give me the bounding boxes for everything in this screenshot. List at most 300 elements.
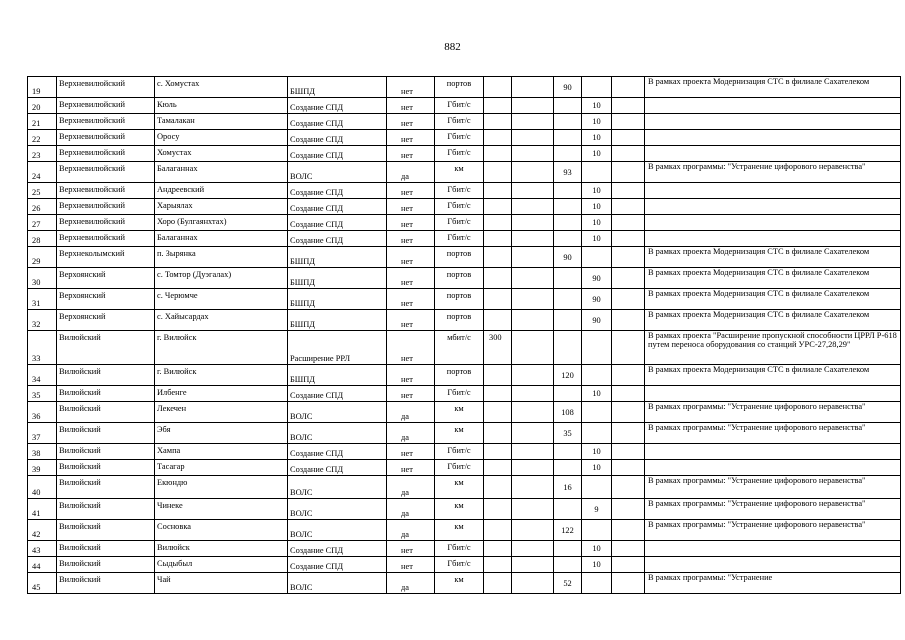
row-number: 33 xyxy=(28,331,57,365)
flag-cell: нет xyxy=(387,557,435,573)
locality-cell: Кюль xyxy=(155,98,288,114)
value-e-cell xyxy=(612,573,645,594)
work-type-cell: Создание СПД xyxy=(288,386,387,402)
work-type-cell: ВОЛС xyxy=(288,520,387,541)
value-b-cell xyxy=(512,476,554,499)
value-a-cell xyxy=(484,402,512,423)
row-number: 44 xyxy=(28,557,57,573)
locality-cell: с. Черюмче xyxy=(155,289,288,310)
flag-cell: нет xyxy=(387,77,435,98)
work-type-cell: ВОЛС xyxy=(288,573,387,594)
unit-cell: Гбит/с xyxy=(435,541,484,557)
flag-cell: нет xyxy=(387,130,435,146)
note-cell xyxy=(645,444,901,460)
unit-cell: Гбит/с xyxy=(435,444,484,460)
value-d-cell: 10 xyxy=(582,541,612,557)
table-row xyxy=(28,231,901,247)
value-c-cell xyxy=(554,98,582,114)
value-c-cell xyxy=(554,215,582,231)
unit-cell: км xyxy=(435,476,484,499)
row-number: 29 xyxy=(28,247,57,268)
note-cell: В рамках программы: "Устранение цифорового неравенства" xyxy=(645,423,901,444)
flag-cell: да xyxy=(387,520,435,541)
district-cell: Верхневилюйский xyxy=(57,183,155,199)
value-d-cell xyxy=(582,365,612,386)
flag-cell: нет xyxy=(387,289,435,310)
district-cell: Вилюйский xyxy=(57,365,155,386)
locality-cell: Сыдыбыл xyxy=(155,557,288,573)
value-e-cell xyxy=(612,162,645,183)
district-cell: Вилюйский xyxy=(57,444,155,460)
value-b-cell xyxy=(512,541,554,557)
value-d-cell: 10 xyxy=(582,460,612,476)
value-c-cell xyxy=(554,460,582,476)
row-number: 24 xyxy=(28,162,57,183)
value-d-cell: 10 xyxy=(582,231,612,247)
value-d-cell: 10 xyxy=(582,98,612,114)
locality-cell: Сосновка xyxy=(155,520,288,541)
flag-cell: нет xyxy=(387,231,435,247)
flag-cell: да xyxy=(387,423,435,444)
value-b-cell xyxy=(512,215,554,231)
unit-cell: мбит/с xyxy=(435,331,484,365)
value-e-cell xyxy=(612,310,645,331)
value-d-cell: 10 xyxy=(582,215,612,231)
value-e-cell xyxy=(612,130,645,146)
unit-cell: Гбит/с xyxy=(435,199,484,215)
flag-cell: нет xyxy=(387,114,435,130)
value-e-cell xyxy=(612,460,645,476)
value-b-cell xyxy=(512,460,554,476)
table-row xyxy=(28,541,901,557)
unit-cell: Гбит/с xyxy=(435,183,484,199)
note-cell: В рамках программы: "Устранение цифорового неравенства" xyxy=(645,476,901,499)
work-type-cell: Создание СПД xyxy=(288,130,387,146)
locality-cell: Балаганнах xyxy=(155,162,288,183)
value-c-cell xyxy=(554,130,582,146)
flag-cell: нет xyxy=(387,386,435,402)
table-row xyxy=(28,268,901,289)
work-type-cell: ВОЛС xyxy=(288,499,387,520)
district-cell: Вилюйский xyxy=(57,520,155,541)
note-cell: В рамках проекта Модернизация СТС в филиале Сахателеком xyxy=(645,365,901,386)
table-row xyxy=(28,247,901,268)
table-row xyxy=(28,365,901,386)
table-row xyxy=(28,573,901,594)
locality-cell: Хампа xyxy=(155,444,288,460)
value-e-cell xyxy=(612,114,645,130)
work-type-cell: БШПД xyxy=(288,268,387,289)
work-type-cell: Создание СПД xyxy=(288,98,387,114)
table-row xyxy=(28,402,901,423)
value-a-cell xyxy=(484,146,512,162)
note-cell xyxy=(645,199,901,215)
flag-cell: нет xyxy=(387,310,435,331)
row-number: 30 xyxy=(28,268,57,289)
district-cell: Верхоянский xyxy=(57,310,155,331)
work-type-cell: Создание СПД xyxy=(288,215,387,231)
value-b-cell xyxy=(512,146,554,162)
district-cell: Вилюйский xyxy=(57,573,155,594)
table-row xyxy=(28,77,901,98)
note-cell xyxy=(645,460,901,476)
value-b-cell xyxy=(512,423,554,444)
value-e-cell xyxy=(612,423,645,444)
table-row xyxy=(28,444,901,460)
infrastructure-table xyxy=(27,76,901,594)
locality-cell: Чинеке xyxy=(155,499,288,520)
value-c-cell: 90 xyxy=(554,77,582,98)
row-number: 21 xyxy=(28,114,57,130)
value-c-cell xyxy=(554,386,582,402)
value-c-cell xyxy=(554,499,582,520)
value-e-cell xyxy=(612,289,645,310)
locality-cell: Эбя xyxy=(155,423,288,444)
flag-cell: нет xyxy=(387,268,435,289)
value-e-cell xyxy=(612,77,645,98)
value-a-cell xyxy=(484,520,512,541)
value-e-cell xyxy=(612,476,645,499)
value-a-cell xyxy=(484,215,512,231)
unit-cell: Гбит/с xyxy=(435,386,484,402)
work-type-cell: Создание СПД xyxy=(288,183,387,199)
locality-cell: Екюндю xyxy=(155,476,288,499)
value-a-cell xyxy=(484,573,512,594)
value-a-cell xyxy=(484,114,512,130)
district-cell: Верхневилюйский xyxy=(57,77,155,98)
value-b-cell xyxy=(512,386,554,402)
work-type-cell: Создание СПД xyxy=(288,541,387,557)
value-d-cell xyxy=(582,162,612,183)
district-cell: Верхоянский xyxy=(57,268,155,289)
value-b-cell xyxy=(512,77,554,98)
value-c-cell xyxy=(554,331,582,365)
district-cell: Верхневилюйский xyxy=(57,215,155,231)
value-d-cell xyxy=(582,331,612,365)
unit-cell: Гбит/с xyxy=(435,557,484,573)
work-type-cell: ВОЛС xyxy=(288,162,387,183)
value-d-cell: 10 xyxy=(582,114,612,130)
value-a-cell xyxy=(484,444,512,460)
work-type-cell: Создание СПД xyxy=(288,199,387,215)
value-c-cell: 52 xyxy=(554,573,582,594)
district-cell: Верхневилюйский xyxy=(57,231,155,247)
row-number: 39 xyxy=(28,460,57,476)
value-b-cell xyxy=(512,365,554,386)
value-a-cell xyxy=(484,460,512,476)
work-type-cell: БШПД xyxy=(288,289,387,310)
value-d-cell xyxy=(582,247,612,268)
value-a-cell xyxy=(484,77,512,98)
value-d-cell xyxy=(582,520,612,541)
value-b-cell xyxy=(512,289,554,310)
district-cell: Вилюйский xyxy=(57,499,155,520)
value-d-cell xyxy=(582,423,612,444)
table-row xyxy=(28,199,901,215)
value-a-cell xyxy=(484,98,512,114)
value-a-cell xyxy=(484,476,512,499)
table-row xyxy=(28,310,901,331)
unit-cell: Гбит/с xyxy=(435,130,484,146)
district-cell: Верхневилюйский xyxy=(57,199,155,215)
value-d-cell: 10 xyxy=(582,199,612,215)
unit-cell: Гбит/с xyxy=(435,98,484,114)
row-number: 35 xyxy=(28,386,57,402)
flag-cell: да xyxy=(387,162,435,183)
note-cell xyxy=(645,183,901,199)
value-b-cell xyxy=(512,114,554,130)
note-cell: В рамках проекта Модернизация СТС в филиале Сахателеком xyxy=(645,77,901,98)
unit-cell: портов xyxy=(435,77,484,98)
district-cell: Вилюйский xyxy=(57,557,155,573)
flag-cell: нет xyxy=(387,331,435,365)
value-d-cell: 10 xyxy=(582,146,612,162)
page-number: 882 xyxy=(444,41,461,53)
value-b-cell xyxy=(512,130,554,146)
note-cell xyxy=(645,386,901,402)
table-row xyxy=(28,331,901,365)
work-type-cell: ВОЛС xyxy=(288,402,387,423)
row-number: 23 xyxy=(28,146,57,162)
table-row xyxy=(28,520,901,541)
work-type-cell: Создание СПД xyxy=(288,444,387,460)
note-cell xyxy=(645,231,901,247)
value-e-cell xyxy=(612,444,645,460)
value-a-cell xyxy=(484,247,512,268)
district-cell: Верхневилюйский xyxy=(57,114,155,130)
value-c-cell xyxy=(554,114,582,130)
locality-cell: Харыялах xyxy=(155,199,288,215)
value-a-cell xyxy=(484,557,512,573)
locality-cell: Тамалакан xyxy=(155,114,288,130)
note-cell xyxy=(645,541,901,557)
value-d-cell: 10 xyxy=(582,183,612,199)
unit-cell: Гбит/с xyxy=(435,460,484,476)
value-a-cell xyxy=(484,499,512,520)
locality-cell: с. Томтор (Дуэгалах) xyxy=(155,268,288,289)
table-row xyxy=(28,460,901,476)
note-cell xyxy=(645,130,901,146)
district-cell: Верхоянский xyxy=(57,289,155,310)
row-number: 32 xyxy=(28,310,57,331)
value-c-cell: 120 xyxy=(554,365,582,386)
note-cell: В рамках проекта Модернизация СТС в филиале Сахателеком xyxy=(645,289,901,310)
work-type-cell: Расширение РРЛ xyxy=(288,331,387,365)
district-cell: Вилюйский xyxy=(57,476,155,499)
table-row xyxy=(28,499,901,520)
value-c-cell xyxy=(554,541,582,557)
value-c-cell xyxy=(554,444,582,460)
value-b-cell xyxy=(512,310,554,331)
value-c-cell xyxy=(554,146,582,162)
district-cell: Верхневилюйский xyxy=(57,130,155,146)
value-d-cell: 10 xyxy=(582,557,612,573)
row-number: 20 xyxy=(28,98,57,114)
unit-cell: Гбит/с xyxy=(435,146,484,162)
unit-cell: портов xyxy=(435,310,484,331)
work-type-cell: Создание СПД xyxy=(288,231,387,247)
value-e-cell xyxy=(612,146,645,162)
value-d-cell: 10 xyxy=(582,444,612,460)
value-e-cell xyxy=(612,541,645,557)
value-e-cell xyxy=(612,557,645,573)
note-cell: В рамках проекта "Расширение пропускной способности ЦРРЛ Р-618 путем переноса оборудования со станций УРС-27,28,29" xyxy=(645,331,901,365)
locality-cell: Хомустах xyxy=(155,146,288,162)
district-cell: Вилюйский xyxy=(57,460,155,476)
locality-cell: п. Зырянка xyxy=(155,247,288,268)
value-e-cell xyxy=(612,402,645,423)
value-c-cell xyxy=(554,310,582,331)
flag-cell: да xyxy=(387,499,435,520)
flag-cell: нет xyxy=(387,215,435,231)
row-number: 42 xyxy=(28,520,57,541)
district-cell: Вилюйский xyxy=(57,541,155,557)
row-number: 26 xyxy=(28,199,57,215)
value-b-cell xyxy=(512,183,554,199)
flag-cell: нет xyxy=(387,199,435,215)
value-c-cell: 16 xyxy=(554,476,582,499)
row-number: 22 xyxy=(28,130,57,146)
value-c-cell xyxy=(554,183,582,199)
value-a-cell xyxy=(484,310,512,331)
value-d-cell: 90 xyxy=(582,268,612,289)
district-cell: Вилюйский xyxy=(57,423,155,444)
value-c-cell xyxy=(554,199,582,215)
row-number: 37 xyxy=(28,423,57,444)
row-number: 19 xyxy=(28,77,57,98)
value-b-cell xyxy=(512,268,554,289)
value-b-cell xyxy=(512,231,554,247)
locality-cell: Тасагар xyxy=(155,460,288,476)
flag-cell: нет xyxy=(387,98,435,114)
row-number: 38 xyxy=(28,444,57,460)
value-e-cell xyxy=(612,215,645,231)
table-row xyxy=(28,386,901,402)
value-d-cell: 90 xyxy=(582,310,612,331)
value-e-cell xyxy=(612,183,645,199)
value-e-cell xyxy=(612,365,645,386)
unit-cell: Гбит/с xyxy=(435,231,484,247)
district-cell: Верхневилюйский xyxy=(57,146,155,162)
work-type-cell: БШПД xyxy=(288,365,387,386)
value-d-cell: 90 xyxy=(582,289,612,310)
note-cell: В рамках программы: "Устранение xyxy=(645,573,901,594)
row-number: 41 xyxy=(28,499,57,520)
work-type-cell: ВОЛС xyxy=(288,476,387,499)
value-a-cell xyxy=(484,162,512,183)
table-row xyxy=(28,162,901,183)
work-type-cell: Создание СПД xyxy=(288,146,387,162)
locality-cell: Чай xyxy=(155,573,288,594)
work-type-cell: Создание СПД xyxy=(288,460,387,476)
unit-cell: км xyxy=(435,402,484,423)
table-row xyxy=(28,114,901,130)
district-cell: Вилюйский xyxy=(57,402,155,423)
value-c-cell: 108 xyxy=(554,402,582,423)
unit-cell: портов xyxy=(435,289,484,310)
district-cell: Верхнеколымский xyxy=(57,247,155,268)
table-row xyxy=(28,183,901,199)
unit-cell: портов xyxy=(435,268,484,289)
row-number: 36 xyxy=(28,402,57,423)
table-row xyxy=(28,476,901,499)
note-cell xyxy=(645,215,901,231)
value-a-cell xyxy=(484,386,512,402)
table-body xyxy=(28,77,901,594)
value-d-cell: 10 xyxy=(582,130,612,146)
row-number: 31 xyxy=(28,289,57,310)
locality-cell: Илбенге xyxy=(155,386,288,402)
value-c-cell xyxy=(554,557,582,573)
value-e-cell xyxy=(612,520,645,541)
locality-cell: г. Вилюйск xyxy=(155,365,288,386)
value-c-cell: 122 xyxy=(554,520,582,541)
work-type-cell: Создание СПД xyxy=(288,557,387,573)
locality-cell: г. Вилюйск xyxy=(155,331,288,365)
note-cell: В рамках программы: "Устранение цифорового неравенства" xyxy=(645,402,901,423)
locality-cell: Оросу xyxy=(155,130,288,146)
district-cell: Верхневилюйский xyxy=(57,162,155,183)
note-cell xyxy=(645,98,901,114)
value-a-cell xyxy=(484,183,512,199)
locality-cell: Хоро (Булгаянхтах) xyxy=(155,215,288,231)
locality-cell: Балаганнах xyxy=(155,231,288,247)
unit-cell: Гбит/с xyxy=(435,215,484,231)
flag-cell: да xyxy=(387,476,435,499)
unit-cell: Гбит/с xyxy=(435,114,484,130)
value-b-cell xyxy=(512,331,554,365)
value-b-cell xyxy=(512,199,554,215)
value-e-cell xyxy=(612,231,645,247)
value-a-cell xyxy=(484,130,512,146)
value-b-cell xyxy=(512,520,554,541)
work-type-cell: Создание СПД xyxy=(288,114,387,130)
value-b-cell xyxy=(512,557,554,573)
value-c-cell xyxy=(554,268,582,289)
flag-cell: нет xyxy=(387,460,435,476)
note-cell xyxy=(645,557,901,573)
value-a-cell xyxy=(484,231,512,247)
flag-cell: нет xyxy=(387,146,435,162)
note-cell: В рамках программы: "Устранение цифорового неравенства" xyxy=(645,162,901,183)
table-row xyxy=(28,215,901,231)
locality-cell: Андреевский xyxy=(155,183,288,199)
flag-cell: нет xyxy=(387,183,435,199)
unit-cell: км xyxy=(435,499,484,520)
value-c-cell: 90 xyxy=(554,247,582,268)
value-b-cell xyxy=(512,98,554,114)
note-cell: В рамках проекта Модернизация СТС в филиале Сахателеком xyxy=(645,310,901,331)
value-e-cell xyxy=(612,199,645,215)
district-cell: Вилюйский xyxy=(57,386,155,402)
value-e-cell xyxy=(612,268,645,289)
unit-cell: портов xyxy=(435,365,484,386)
note-cell: В рамках проекта Модернизация СТС в филиале Сахателеком xyxy=(645,268,901,289)
table-row xyxy=(28,146,901,162)
district-cell: Верхневилюйский xyxy=(57,98,155,114)
work-type-cell: ВОЛС xyxy=(288,423,387,444)
flag-cell: нет xyxy=(387,365,435,386)
table-row xyxy=(28,423,901,444)
work-type-cell: БШПД xyxy=(288,77,387,98)
table-row xyxy=(28,289,901,310)
work-type-cell: БШПД xyxy=(288,247,387,268)
row-number: 43 xyxy=(28,541,57,557)
value-c-cell: 35 xyxy=(554,423,582,444)
value-a-cell xyxy=(484,199,512,215)
row-number: 27 xyxy=(28,215,57,231)
value-a-cell xyxy=(484,268,512,289)
